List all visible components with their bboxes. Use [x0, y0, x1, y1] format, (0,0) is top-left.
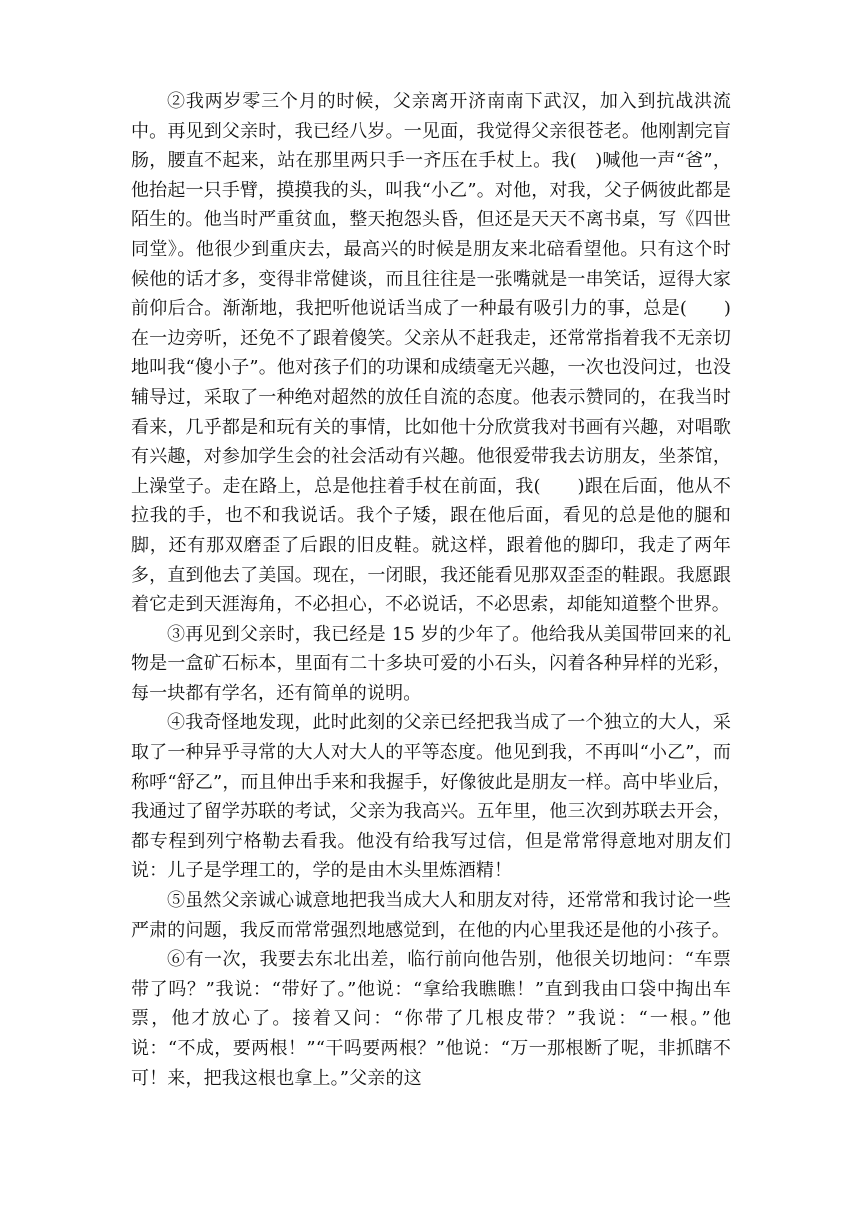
paragraph-5: ⑤虽然父亲诚心诚意地把我当成大人和朋友对待，还常常和我讨论一些严肃的问题，我反而常常强烈地感觉到，在他的内心里我还是他的小孩子。	[131, 890, 731, 941]
paragraph-2: ②我两岁零三个月的时候，父亲离开济南南下武汉，加入到抗战洪流中。再见到父亲时，我已经八岁。一见面，我觉得父亲很苍老。他刚割完盲肠，腰直不起来，站在那里两只手一齐压在手杖上。我( )喊他一声“爸”，他抬起一只手臂，摸摸我的头，叫我“小乙”。对他，对我，父子俩彼此都是陌生的。他当时严重贫血，整天抱怨头昏，但还是天天不离书桌，写《四世同堂》。他很少到重庆去，最高兴的时候是朋友来北碚看望他。只有这个时候他的话才多，变得非常健谈，而且往往是一张嘴就是一串笑话，逗得大家前仰后合。渐渐地，我把听他说话当成了一种最有吸引力的事，总是( )在一边旁听，还免不了跟着傻笑。父亲从不赶我走，还常常指着我不无亲切地叫我“傻小子”。他对孩子们的功课和成绩毫无兴趣，一次也没问过，也没辅导过，采取了一种绝对超然的放任自流的态度。他表示赞同的，在我当时看来，几乎都是和玩有关的事情，比如他十分欣赏我对书画有兴趣，对唱歌有兴趣，对参加学生会的社会活动有兴趣。他很爱带我去访朋友，坐茶馆，上澡堂子。走在路上，总是他拄着手杖在前面，我( )跟在后面，他从不拉我的手，也不和我说话。我个子矮，跟在他后面，看见的总是他的腿和脚，还有那双磨歪了后跟的旧皮鞋。就这样，跟着他的脚印，我走了两年多，直到他去了美国。现在，一闭眼，我还能看见那双歪歪的鞋跟。我愿跟着它走到天涯海角，不必担心，不必说话，不必思索，却能知道整个世界。	[131, 91, 731, 616]
paragraph-4: ④我奇怪地发现，此时此刻的父亲已经把我当成了一个独立的大人，采取了一种异乎寻常的大人对大人的平等态度。他见到我，不再叫“小乙”，而称呼“舒乙”，而且伸出手来和我握手，好像彼此是朋友一样。高中毕业后，我通过了留学苏联的考试，父亲为我高兴。五年里，他三次到苏联去开会，都专程到列宁格勒去看我。他没有给我写过信，但是常常得意地对朋友们说：儿子是学理工的，学的是由木头里炼酒精！	[131, 712, 731, 882]
paragraph-6: ⑥有一次，我要去东北出差，临行前向他告别，他很关切地问：“车票带了吗？”我说：“带好了。”他说：“拿给我瞧瞧！”直到我由口袋中掏出车票，他才放心了。接着又问：“你带了几根皮带？”我说：“一根。”他说：“不成，要两根！”“干吗要两根？”他说：“万一那根断了呢，非抓瞎不可！来，把我这根也拿上。”父亲的这	[131, 949, 731, 1089]
body-text	[131, 87, 731, 1093]
paragraph-3: ③再见到父亲时，我已经是 15 岁的少年了。他给我从美国带回来的礼物是一盒矿石标本，里面有二十多块可爱的小石头，闪着各种异样的光彩，每一块都有学名，还有简单的说明。	[131, 623, 731, 704]
